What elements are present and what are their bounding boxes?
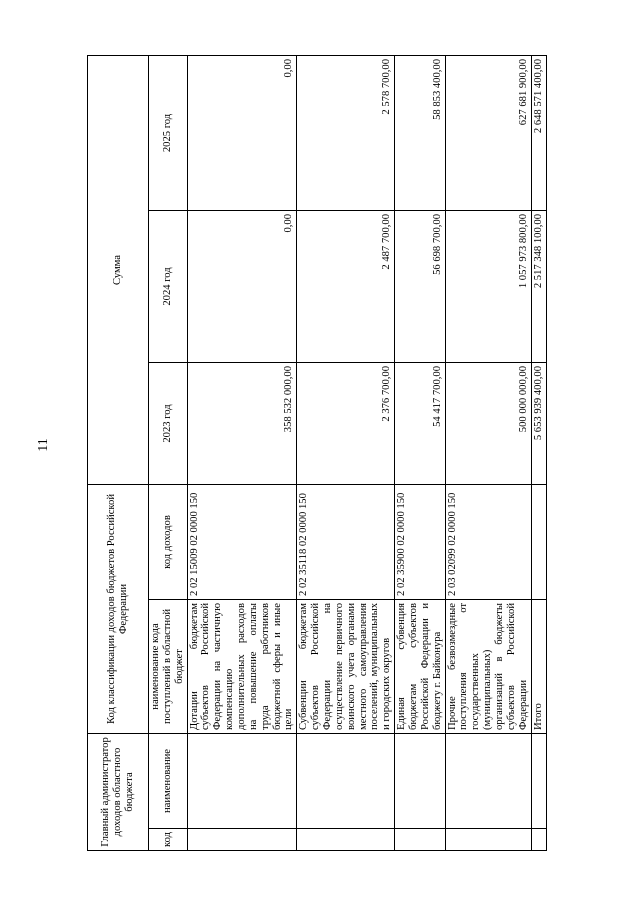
cell-code — [531, 829, 546, 851]
table-row — [187, 55, 297, 850]
total-2023: 5 653 939 400,00 — [531, 362, 546, 484]
cell-code — [297, 829, 395, 851]
cell-income-name: Прочие безвозмездные поступления от государственных (муниципальных) организаций в бюджеты субъектов Российской Федерации — [445, 600, 531, 734]
cell-2024: 0,00 — [187, 210, 297, 362]
total-label: Итого — [531, 600, 546, 734]
cell-code — [187, 829, 297, 851]
col-header-name: наименование — [149, 734, 188, 829]
header-row-columns — [149, 55, 188, 850]
cell-name — [297, 734, 395, 829]
cell-income-code: 2 02 35900 02 0000 150 — [395, 484, 445, 599]
cell-2025: 627 681 900,00 — [445, 55, 531, 210]
cell-2025: 2 578 700,00 — [297, 55, 395, 210]
cell-2023: 500 000 000,00 — [445, 362, 531, 484]
cell-2024: 1 057 973 800,00 — [445, 210, 531, 362]
col-header-2025: 2025 год — [149, 55, 188, 210]
cell-2025: 58 853 400,00 — [395, 55, 445, 210]
cell-income-code: 2 03 02099 02 0000 150 — [445, 484, 531, 599]
cell-2025: 0,00 — [187, 55, 297, 210]
cell-2024: 2 487 700,00 — [297, 210, 395, 362]
cell-income-code: 2 02 15009 02 0000 150 — [187, 484, 297, 599]
col-header-2024: 2024 год — [149, 210, 188, 362]
total-2025: 2 648 571 400,00 — [531, 55, 546, 210]
table-row — [445, 55, 531, 850]
classification-group-header: Код классификации доходов бюджетов Российской Федерации — [88, 484, 149, 733]
page-number: 11 — [36, 438, 51, 452]
cell-name — [445, 734, 531, 829]
cell-2023: 54 417 700,00 — [395, 362, 445, 484]
col-header-income-name: наименование кода поступлений в областной бюджет — [149, 600, 188, 734]
cell-2024: 56 698 700,00 — [395, 210, 445, 362]
col-header-income-code: код доходов — [149, 484, 188, 599]
header-row-groups — [88, 55, 149, 850]
total-row — [531, 55, 546, 850]
total-2024: 2 517 348 100,00 — [531, 210, 546, 362]
table-row — [297, 55, 395, 850]
cell-income-name: Субвенции бюджетам субъектов Российской Федерации на осуществление первичного воинского учета органами местного самоуправления поселений, муниципальных и городских округов — [297, 600, 395, 734]
cell-income-name: Единая субвенция бюджетам субъектов Российской Федерации и бюджету г. Байконура — [395, 600, 445, 734]
cell-2023: 358 532 000,00 — [187, 362, 297, 484]
table-row — [395, 55, 445, 850]
cell-name — [395, 734, 445, 829]
cell-code — [445, 829, 531, 851]
sum-group-header: Сумма — [88, 55, 149, 484]
cell-income-name: Дотации бюджетам субъектов Российской Федерации на частичную компенсацию дополнительных расходов на повышение оплаты труда работников бюджетной сферы и иные цели — [187, 600, 297, 734]
col-header-code: код — [149, 829, 188, 851]
admin-group-header: Главный администратор доходов областного бюджета — [88, 734, 149, 851]
cell-income-code — [531, 484, 546, 599]
cell-name — [187, 734, 297, 829]
cell-income-code: 2 02 35118 02 0000 150 — [297, 484, 395, 599]
cell-2023: 2 376 700,00 — [297, 362, 395, 484]
budget-table — [87, 55, 547, 851]
cell-code — [395, 829, 445, 851]
cell-name — [531, 734, 546, 829]
col-header-2023: 2023 год — [149, 362, 188, 484]
